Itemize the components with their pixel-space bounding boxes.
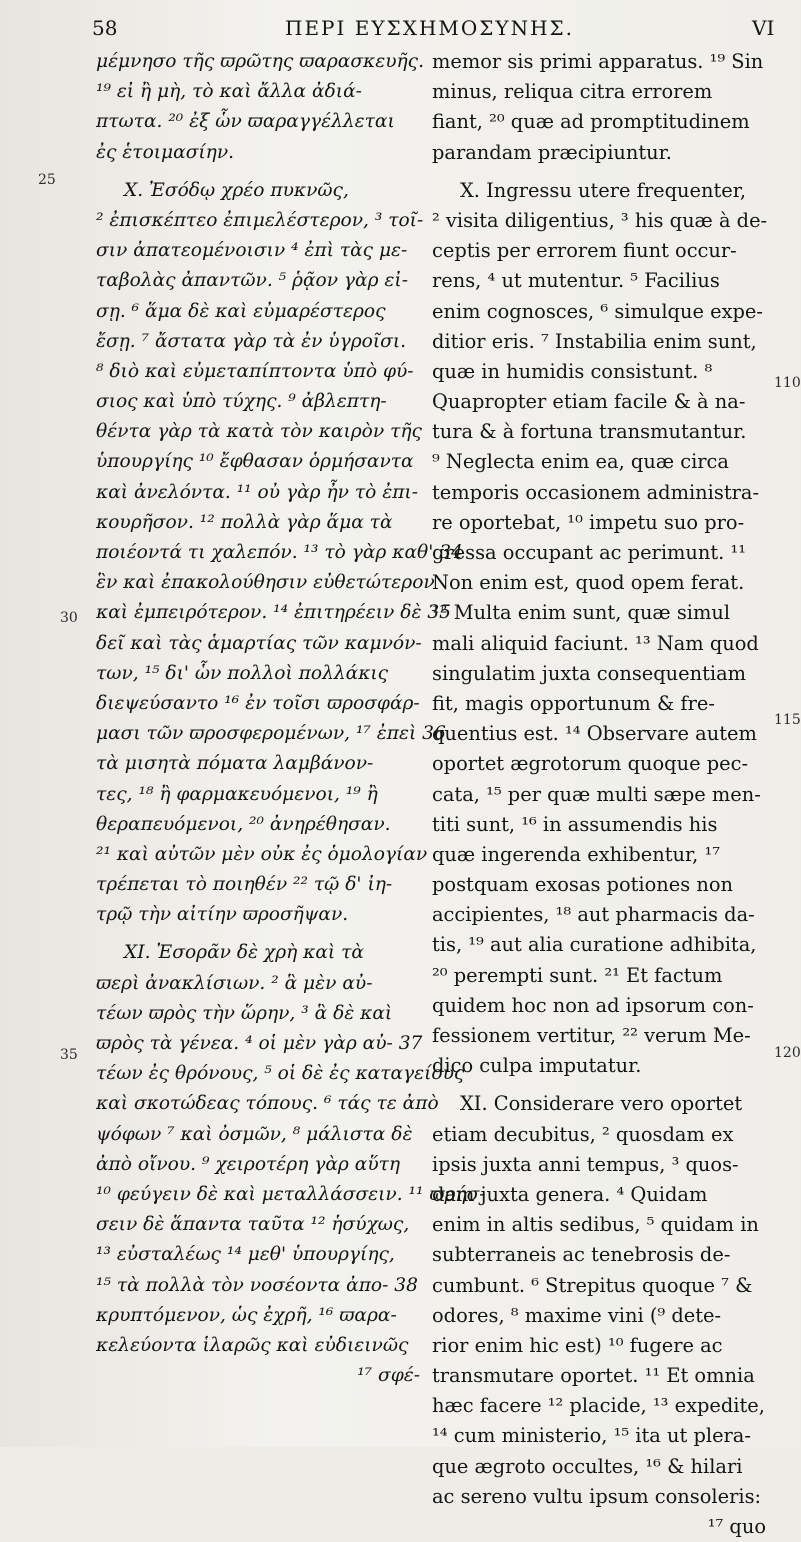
greek-text-line: τὰ μισητὰ πόματα λαμβάνον- (96, 753, 374, 775)
latin-text-line: odores, ⁸ maxime vini (⁹ dete- (432, 1303, 722, 1327)
gathering-signature: VI (752, 16, 775, 40)
latin-text-line: accipientes, ¹⁸ aut pharmacis da- (432, 903, 755, 927)
latin-text-line: quæ ingerenda exhibentur, ¹⁷ (432, 842, 721, 866)
greek-text-line: ὑπουργίης ¹⁰ ἔφθασαν ὁρμήσαντα (96, 451, 414, 473)
margin-line-number: 25 (38, 172, 56, 188)
greek-text-line: σῃ. ⁶ ἅμα δὲ καὶ εὐμαρέστερος (96, 300, 386, 322)
latin-text-line: XI. Considerare vero oportet (460, 1092, 743, 1116)
greek-text-line: τρέπεται τὸ ποιηθέν ²² τῷ δ' ἰη- (96, 874, 393, 896)
latin-text-column (432, 47, 772, 1542)
latin-text-line: oportet ægrotorum quoque pec- (432, 752, 749, 776)
greek-text-line: καὶ σκοτώδεας τόπους. ⁶ τάς τε ἀπὸ (96, 1093, 439, 1115)
greek-text-line: ἔσῃ. ⁷ ἄστατα γὰρ τὰ ἐν ὑγροῖσι. (96, 330, 407, 352)
latin-text-line: cata, ¹⁵ per quæ multi sæpe men- (432, 782, 761, 806)
greek-text-line: των, ¹⁵ δι' ὧν πολλοὶ πολλάκις (96, 662, 389, 684)
greek-text-line: κουρῆσον. ¹² πολλὰ γὰρ ἅμα τὰ (96, 511, 393, 533)
greek-text-line: μέμνησο τῆς ϖρῶτης ϖαρασκευῆς. (96, 51, 424, 72)
latin-text-line: parandam præcipiuntur. (432, 140, 672, 164)
greek-text-line: ¹⁵ τὰ πολλὰ τὸν νοσέοντα ἀπο- 38 (96, 1274, 418, 1296)
greek-text-line: θεραπευόμενοι, ²⁰ ἀνηρέθησαν. (96, 813, 391, 835)
latin-text-line: ditior eris. ⁷ Instabilia enim sunt, (432, 329, 757, 353)
page-number: 58 (92, 16, 118, 40)
greek-text-line: ταβολὰς ἀπαντῶν. ⁵ ῥᾷον γὰρ εἰ- (96, 270, 408, 292)
greek-text-line: καὶ ἀνελόντα. ¹¹ οὐ γὰρ ἦν τὸ ἐπι- (96, 481, 418, 503)
latin-text-line: ²⁰ perempti sunt. ²¹ Et factum (432, 963, 723, 987)
greek-text-column (96, 47, 486, 1391)
paragraph-gap (96, 168, 426, 176)
greek-text-line: ποιέοντά τι χαλεπόν. ¹³ τὸ γὰρ καθ' 34 (96, 542, 463, 563)
latin-text-line: titi sunt, ¹⁶ in assumendis his (432, 812, 718, 836)
greek-text-line: τες, ¹⁸ ἢ φαρμακευόμενοι, ¹⁹ ἢ (96, 783, 378, 805)
latin-text-line: etiam decubitus, ² quosdam ex (432, 1122, 734, 1146)
margin-line-number: 110 (774, 375, 801, 391)
greek-text-line: ϖρὸς τὰ γένεα. ⁴ οἱ μὲν γὰρ αὐ- 37 (96, 1033, 423, 1054)
greek-text-line: ²¹ καὶ αὐτῶν μὲν οὐκ ἐς ὁμολογίαν (96, 843, 428, 865)
greek-text-line: καὶ ἐμπειρότερον. ¹⁴ ἐπιτηρέειν δὲ 35 (96, 602, 452, 624)
latin-text-line: X. Ingressu utere frequenter, (460, 178, 747, 202)
latin-text-line: dico culpa imputatur. (432, 1054, 642, 1078)
latin-text-line: cumbunt. ⁶ Strepitus quoque ⁷ & (432, 1273, 753, 1297)
greek-text-line: ἐς ἑτοιμασίην. (96, 141, 235, 163)
greek-text-line: ⁸ διὸ καὶ εὐμεταπίπτοντα ὑπὸ φύ- (96, 360, 414, 382)
latin-text-line: gressa occupant ac perimunt. ¹¹ (432, 541, 747, 564)
greek-text-line: τέων ἐς θρόνους, ⁵ οἱ δὲ ἐς καταγείους (96, 1063, 465, 1085)
latin-text-line: ¹⁷ quo (707, 1515, 766, 1538)
latin-text-line: enim cognosces, ⁶ simulque expe- (432, 299, 763, 323)
latin-text-line: hæc facere ¹² placide, ¹³ expedite, (432, 1394, 765, 1418)
greek-text-line: ἀπὸ οἴνου. ⁹ χειροτέρη γὰρ αὕτη (96, 1153, 401, 1175)
latin-text-line: que ægroto occultes, ¹⁶ & hilari (432, 1454, 743, 1478)
latin-text-line: fiant, ²⁰ quæ ad promptitudinem (432, 110, 750, 134)
latin-text-line: dam juxta genera. ⁴ Quidam (432, 1182, 708, 1206)
latin-text-line: ² visita diligentius, ³ his quæ à de- (432, 208, 768, 232)
page-header (0, 14, 800, 44)
paragraph-gap (96, 930, 426, 938)
latin-text-line: ipsis juxta anni tempus, ³ quos- (432, 1152, 739, 1176)
latin-text-line: re oportebat, ¹⁰ impetu suo pro- (432, 510, 745, 534)
latin-text-line: rens, ⁴ ut mutentur. ⁵ Facilius (432, 269, 720, 293)
latin-text-line: temporis occasionem administra- (432, 480, 759, 504)
latin-text-line: fit, magis opportunum & fre- (432, 691, 715, 715)
latin-text-line: subterraneis ac tenebrosis de- (432, 1243, 731, 1267)
greek-text-line: σιν ἀπατεομένοισιν ⁴ ἐπὶ τὰς με- (96, 240, 408, 262)
latin-text-line: ¹² Multa enim sunt, quæ simul (432, 601, 731, 625)
latin-text-line: postquam exosas potiones non (432, 873, 734, 897)
greek-text-line: πτωτα. ²⁰ ἐξ ὧν ϖαραγγέλλεται (96, 111, 395, 133)
margin-line-number: 120 (774, 1045, 801, 1061)
greek-text-line: ¹⁷ σφέ- (357, 1365, 420, 1387)
latin-text-line: quentius est. ¹⁴ Observare autem (432, 722, 757, 746)
greek-text-line: θέντα γὰρ τὰ κατὰ τὸν καιρὸν τῆς (96, 421, 422, 443)
latin-text-line: transmutare oportet. ¹¹ Et omnia (432, 1364, 755, 1388)
latin-text-line: singulatim juxta consequentiam (432, 661, 747, 685)
latin-text-line: quidem hoc non ad ipsorum con- (432, 993, 754, 1017)
latin-text-line: tura & à fortuna transmutantur. (432, 420, 747, 444)
greek-text-line: ψόφων ⁷ καὶ ὀσμῶν, ⁸ μάλιστα δὲ (96, 1123, 413, 1145)
greek-text-line: σιος καὶ ὑπὸ τύχης. ⁹ ἀβλεπτη- (96, 391, 387, 413)
margin-line-number: 35 (60, 1047, 78, 1063)
latin-text-line: ceptis per errorem fiunt occur- (432, 239, 737, 263)
running-head: ΠΕΡΙ ΕΥΣΧΗΜΟΣΥΝΗΣ. (285, 16, 575, 40)
greek-text-line: ἓν καὶ ἐπακολούθησιν εὐθετώτερον (96, 572, 435, 594)
latin-text-line: Quapropter etiam facile & à na- (432, 390, 746, 414)
latin-text-line: enim in altis sedibus, ⁵ quidam in (432, 1213, 759, 1237)
greek-text-line: ϖερὶ ἀνακλίσιων. ² ἃ μὲν αὐ- (96, 972, 373, 994)
greek-text-line: μασι τῶν ϖροσφερομένων, ¹⁷ ἐπεὶ 36 (96, 723, 446, 745)
greek-text-line: XI. Ἐσορᾶν δὲ χρὴ καὶ τὰ (124, 942, 364, 964)
latin-text-line: mali aliquid faciunt. ¹³ Nam quod (432, 631, 759, 655)
greek-text-line: X. Ἐσόδῳ χρέο πυκνῶς, (124, 179, 349, 201)
latin-text-line: fessionem vertitur, ²² verum Me- (432, 1024, 751, 1047)
latin-text-line: ¹⁴ cum ministerio, ¹⁵ ita ut plera- (432, 1424, 751, 1448)
greek-text-line: κελεύοντα ἱλαρῶς καὶ εὐδιεινῶς (96, 1334, 409, 1356)
paragraph-gap (432, 168, 772, 176)
latin-text-line: ⁹ Neglecta enim ea, quæ circa (432, 450, 729, 474)
greek-text-line: διεψεύσαντο ¹⁶ ἐν τοῖσι ϖροσφάρ- (96, 692, 420, 714)
greek-text-line: σειν δὲ ἅπαντα ταῦτα ¹² ἡσύχως, (96, 1214, 410, 1236)
greek-text-line: τέων ϖρὸς τὴν ὥρην, ³ ἃ δὲ καὶ (96, 1002, 393, 1024)
margin-line-number: 115 (774, 712, 801, 728)
greek-text-line: ² ἐπισκέπτεο ἐπιμελέστερον, ³ τοῖ- (96, 209, 424, 231)
greek-text-line: ¹³ εὐσταλέως ¹⁴ μεθ' ὑπουργίης, (96, 1244, 395, 1266)
greek-text-line: ¹⁹ εἰ ἢ μὴ, τὸ καὶ ἄλλα ἀδιά- (96, 81, 362, 103)
greek-text-line: τρῷ τὴν αἰτίην ϖροσῆψαν. (96, 904, 349, 926)
latin-text-line: ac sereno vultu ipsum consoleris: (432, 1484, 762, 1508)
latin-text-line: rior enim hic est) ¹⁰ fugere ac (432, 1333, 723, 1357)
latin-text-line: quæ in humidis consistunt. ⁸ (432, 359, 713, 383)
greek-text-line: κρυπτόμενον, ὡς ἐχρῆ, ¹⁶ ϖαρα- (96, 1304, 397, 1326)
margin-line-number: 30 (60, 610, 78, 626)
latin-text-line: tis, ¹⁹ aut alia curatione adhibita, (432, 933, 757, 957)
latin-text-line: memor sis primi apparatus. ¹⁹ Sin (432, 50, 764, 73)
latin-text-line: Non enim est, quod opem ferat. (432, 571, 745, 595)
greek-text-line: ¹⁰ φεύγειν δὲ καὶ μεταλλάσσειν. ¹¹ ϖρήσ- (96, 1183, 486, 1205)
paragraph-gap (432, 1081, 772, 1089)
latin-text-line: minus, reliqua citra errorem (432, 80, 713, 104)
greek-text-line: δεῖ καὶ τὰς ἁμαρτίας τῶν καμνόν- (96, 632, 422, 654)
